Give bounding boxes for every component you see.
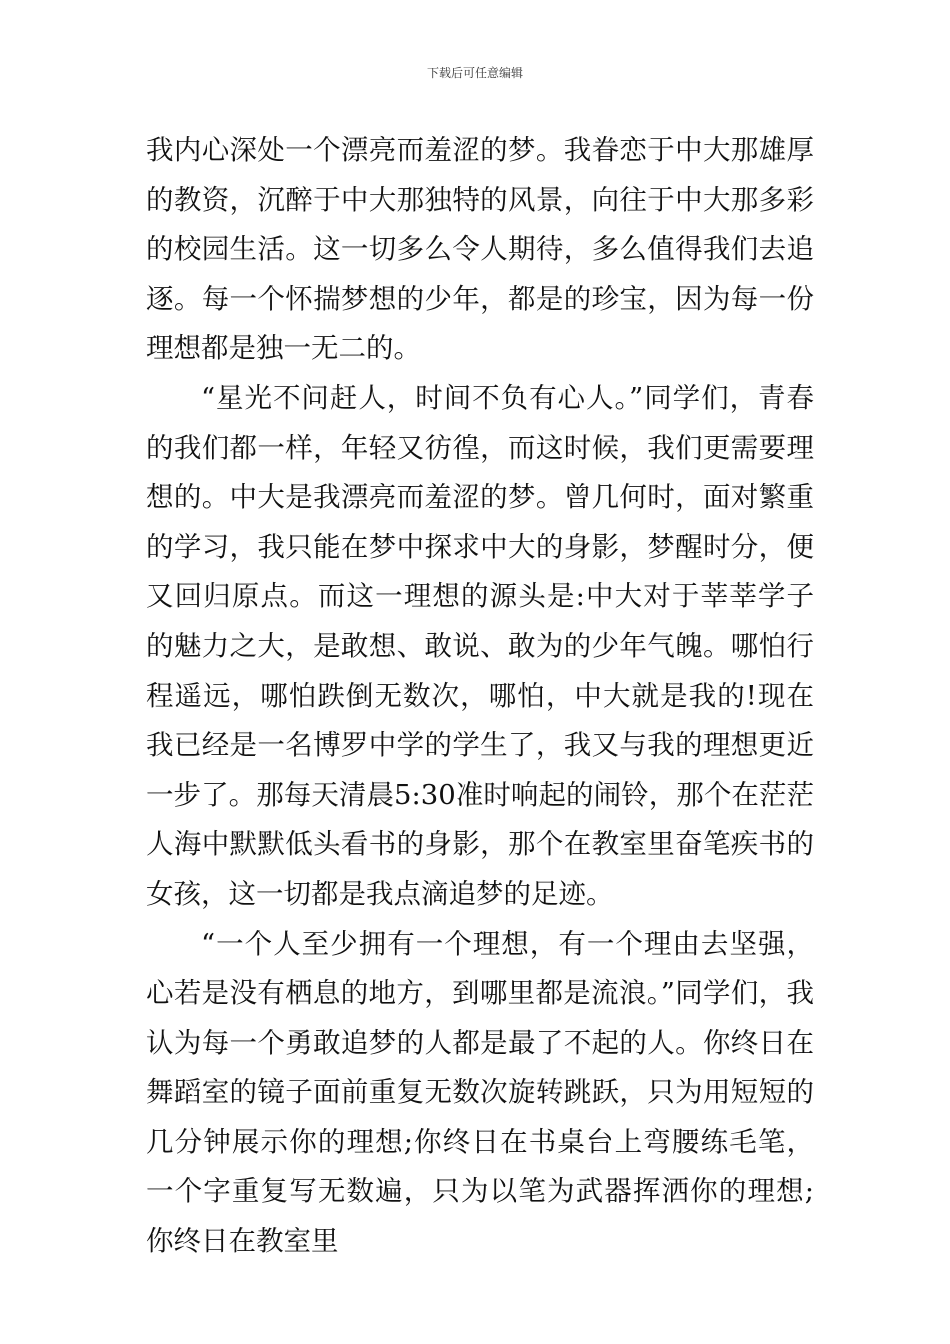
paragraph-1: 我内心深处一个漂亮而羞涩的梦。我眷恋于中大那雄厚的教资，沉醉于中大那独特的风景，向往于中大那多彩的校园生活。这一切多么令人期待，多么值得我们去追逐。每一个怀揣梦想的少年，都是的珍宝，因为每一份理想都是独一无二的。 <box>146 134 814 365</box>
paragraph-2: “星光不问赶人，时间不负有心人。”同学们，青春的我们都一样，年轻又彷徨，而这时候，我们更需要理想的。中大是我漂亮而羞涩的梦。曾几何时，面对繁重的学习，我只能在梦中探求中大的身影，梦醒时分，便又回归原点。而这一理想的源头是:中大对于莘莘学子的魅力之大，是敢想、敢说、敢为的少年气魄。哪怕行程遥远，哪怕跌倒无数次，哪怕，中大就是我的!现在我已经是一名博罗中学的学生了，我又与我的理想更近一步了。那每天清晨5:30准时响起的闹铃，那个在茫茫人海中默默低头看书的身影，那个在教室里奋笔疾书的女孩，这一切都是我点滴追梦的足迹。 <box>146 381 814 910</box>
document-body <box>146 126 814 1267</box>
paragraph-3: “一个人至少拥有一个理想，有一个理由去坚强，心若是没有栖息的地方，到哪里都是流浪。”同学们，我认为每一个勇敢追梦的人都是最了不起的人。你终日在舞蹈室的镜子面前重复无数次旋转跳跃，只为用短短的几分钟展示你的理想;你终日在书桌台上弯腰练毛笔，一个字重复写无数遍，只为以笔为武器挥洒你的理想;你终日在教室里 <box>146 927 814 1258</box>
page-header: 下载后可任意编辑 <box>426 66 523 80</box>
